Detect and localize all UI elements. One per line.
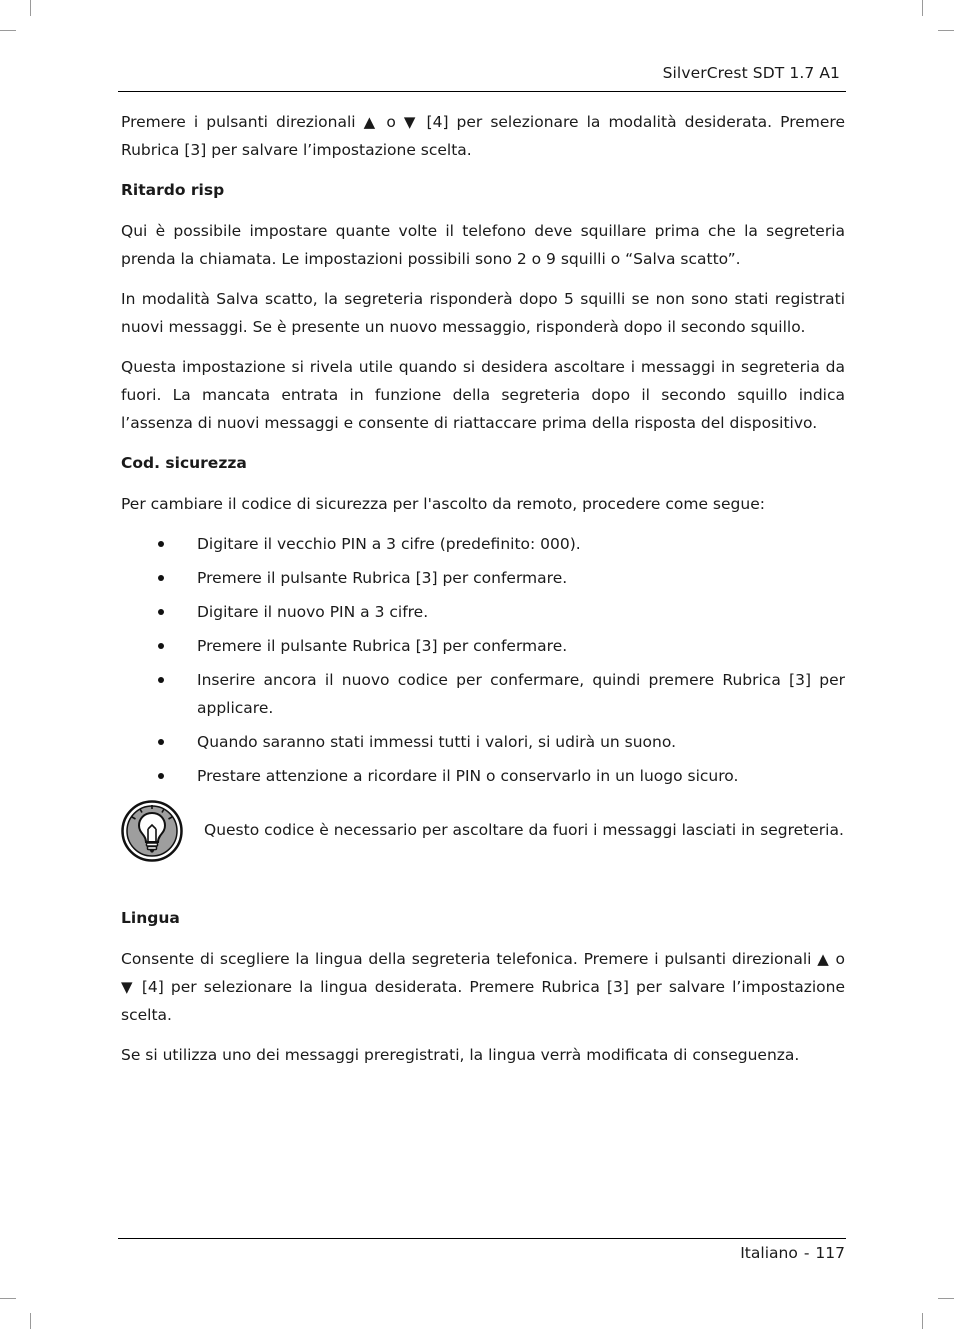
section-heading-lingua: Lingua — [121, 909, 180, 927]
down-arrow-icon: ▼ — [121, 978, 135, 996]
lingua-text: Consente di scegliere la lingua della segreteria telefonica. Premere i pulsanti direzionali — [121, 950, 818, 968]
tip-note — [121, 800, 845, 862]
down-arrow-icon: ▼ — [403, 113, 419, 131]
list-item: Prestare attenzione a ricordare il PIN o conservarlo in un luogo sicuro. — [121, 762, 845, 790]
intro-or: o — [378, 113, 404, 131]
intro-text-end: [4] per selezionare la modalità desiderata. Premere Rubrica [3] per salvare l’impostazione scelta. — [121, 113, 845, 159]
lingua-or: o — [829, 950, 845, 968]
page-content — [121, 108, 845, 1081]
up-arrow-icon: ▲ — [817, 950, 830, 968]
up-arrow-icon: ▲ — [363, 113, 379, 131]
footer-rule — [118, 1238, 846, 1239]
list-item: Premere il pulsante Rubrica [3] per confermare. — [121, 564, 845, 592]
crop-mark — [922, 0, 923, 16]
intro-text: Premere i pulsanti direzionali — [121, 113, 364, 131]
crop-mark — [922, 1313, 923, 1329]
ritardo-paragraph-1: Qui è possibile impostare quante volte il telefono deve squillare prima che la segreteria prenda la chiamata. Le impostazioni possibili sono 2 o 9 squilli o “Salva scatto”. — [121, 222, 845, 268]
footer-language: Italiano — [740, 1244, 798, 1262]
tip-text: Questo codice è necessario per ascoltare da fuori i messaggi lasciati in segreteria. — [204, 821, 844, 839]
ritardo-paragraph-3: Questa impostazione si rivela utile quando si desidera ascoltare i messaggi in segreteria da fuori. La mancata entrata in funzione della segreteria dopo il secondo squillo indica l’assenza di nuovi messaggi e consente di riattaccare prima della risposta del dispositivo. — [121, 358, 845, 432]
crop-mark — [938, 30, 954, 31]
crop-mark — [0, 30, 16, 31]
page-number: 117 — [815, 1244, 845, 1262]
crop-mark — [30, 0, 31, 16]
lightbulb-icon — [121, 800, 183, 862]
list-item: Quando saranno stati immessi tutti i valori, si udirà un suono. — [121, 728, 845, 756]
lingua-paragraph-1 — [121, 945, 845, 1029]
list-item: Digitare il vecchio PIN a 3 cifre (predefinito: 000). — [121, 530, 845, 558]
list-item: Inserire ancora il nuovo codice per confermare, quindi premere Rubrica [3] per applicare. — [121, 666, 845, 722]
sicurezza-steps-list — [121, 530, 845, 790]
list-item: Premere il pulsante Rubrica [3] per confermare. — [121, 632, 845, 660]
crop-mark — [0, 1298, 16, 1299]
header-product-name: SilverCrest SDT 1.7 A1 — [662, 64, 840, 82]
crop-mark — [938, 1298, 954, 1299]
header-rule — [118, 91, 846, 92]
lingua-text-end: [4] per selezionare la lingua desiderata. Premere Rubrica [3] per salvare l’impostazione scelta. — [121, 978, 845, 1024]
crop-mark — [30, 1313, 31, 1329]
ritardo-paragraph-2: In modalità Salva scatto, la segreteria risponderà dopo 5 squilli se non sono stati registrati nuovi messaggi. Se è presente un nuovo messaggio, risponderà dopo il secondo squillo. — [121, 290, 845, 336]
section-heading-sicurezza: Cod. sicurezza — [121, 454, 247, 472]
lingua-paragraph-2: Se si utilizza uno dei messaggi preregistrati, la lingua verrà modificata di conseguenza. — [121, 1046, 800, 1064]
intro-paragraph — [121, 108, 845, 164]
sicurezza-intro: Per cambiare il codice di sicurezza per l'ascolto da remoto, procedere come segue: — [121, 495, 765, 513]
list-item: Digitare il nuovo PIN a 3 cifre. — [121, 598, 845, 626]
page-footer — [740, 1244, 845, 1262]
footer-separator: - — [803, 1244, 810, 1262]
section-heading-ritardo: Ritardo risp — [121, 181, 225, 199]
